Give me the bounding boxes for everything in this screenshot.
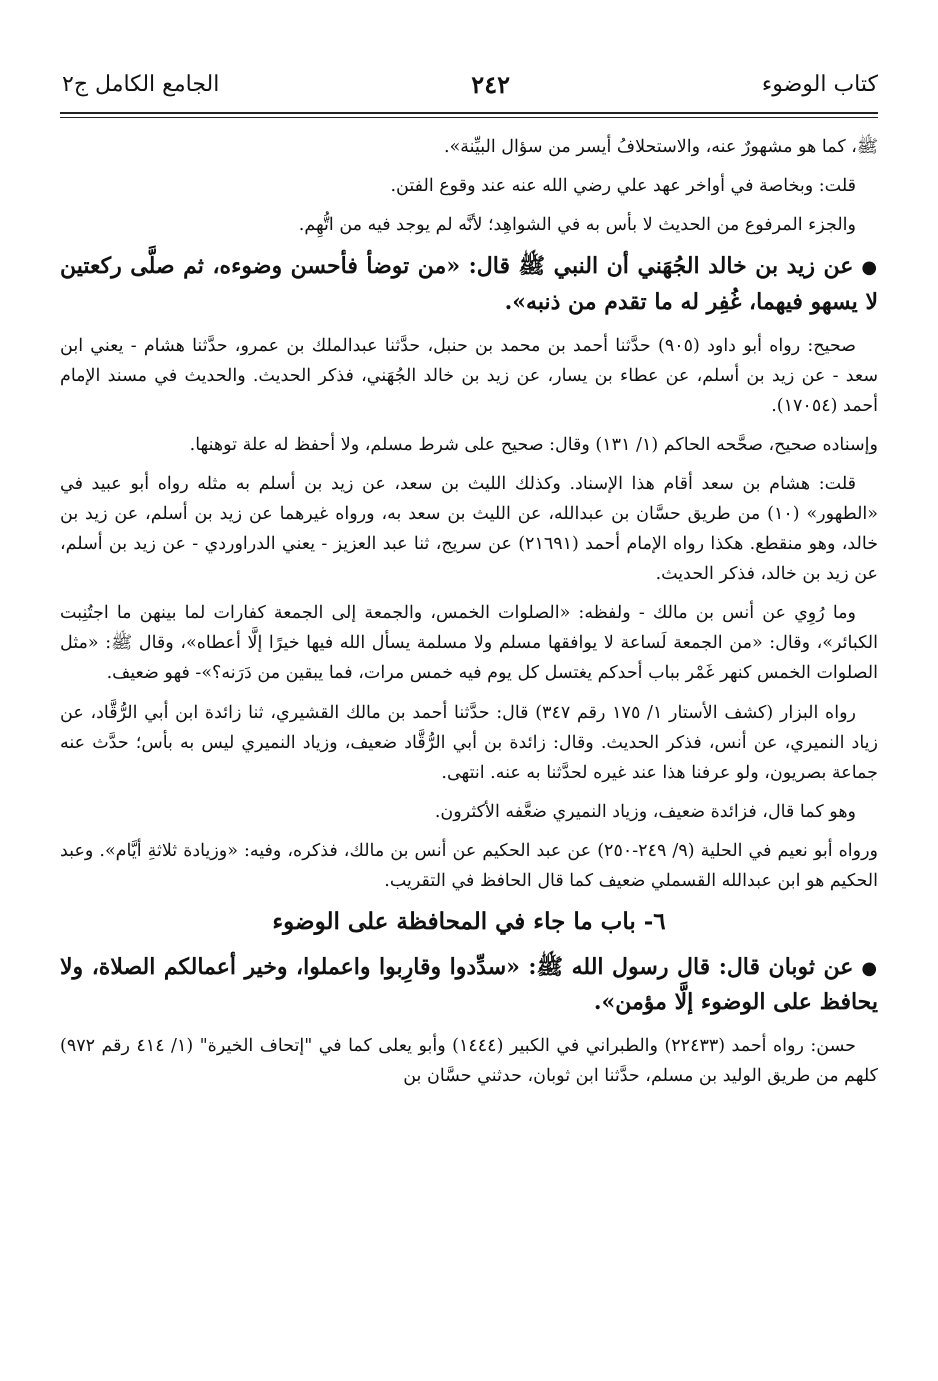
text-paragraph: قلت: وبخاصة في أواخر عهد علي رضي الله عنه عند وقوع الفتن. — [390, 176, 856, 197]
hadith-text — [60, 950, 878, 1021]
book-chapter-title: كتاب الوضوء — [761, 71, 878, 97]
text-paragraph: ﷺ، كما هو مشهورٌ عنه، والاستحلافُ أيسر من سؤال البيِّنة». — [444, 137, 878, 157]
text-paragraph: وهو كما قال، فزائدة ضعيف، وزياد النميري ضعَّفه الأكثرون. — [434, 801, 856, 822]
text-paragraph: ورواه أبو نعيم في الحلية (٩/ ٢٤٩-٢٥٠) عن عبد الحكيم عن أنس بن مالك، فذكره، وفيه: «وزيادة ثلاثةِ أيَّام». وعبد الحكيم هو ابن عبدالله القسملي ضعيف كما قال الحافظ في التقريب. — [60, 840, 879, 892]
book-volume-title: الجامع الكامل ج٢ — [62, 71, 220, 97]
hadith-text — [60, 249, 878, 320]
text-paragraph: وإسناده صحيح، صحَّحه الحاكم (١/ ١٣١) وقال: صحيح على شرط مسلم، ولا أحفظ له علة توهنها. — [189, 434, 878, 455]
text-paragraph: صحيح: رواه أبو داود (٩٠٥) حدَّثنا أحمد بن محمد بن حنبل، حدَّثنا عبدالملك بن عمرو، حدَّثنا هشام - يعني ابن سعد - عن زيد بن أسلم، عن عطاء بن يسار، عن زيد بن خالد الجُهَني، فذكر الحديث. والحديث في مسند الإمام أحمد (١٧٠٥٤). — [60, 335, 879, 416]
bullet-icon: ● — [861, 257, 878, 279]
header-rule-thin — [60, 117, 878, 118]
running-header — [62, 62, 878, 106]
page-number: ٢٤٢ — [471, 69, 510, 99]
page-body — [60, 132, 878, 1100]
header-rule-thick — [60, 112, 878, 114]
text-paragraph: حسن: رواه أحمد (٢٢٤٣٣) والطبراني في الكبير (١٤٤٤) وأبو يعلى كما في "إتحاف الخيرة" (١/ ٤١٤ رقم ٩٧٢) كلهم من طريق الوليد بن مسلم، حدَّثنا ابن ثوبان، حدثني حسَّان بن — [60, 1035, 878, 1086]
text-paragraph: رواه البزار (كشف الأستار ١/ ١٧٥ رقم ٣٤٧) قال: حدَّثنا أحمد بن مالك القشيري، ثنا زائدة ابن أبي الرُّقَّاد، عن زياد النميري، عن أنس، فذكر الحديث. وقال: زائدة بن أبي الرُّقَّاد ضعيف، وزياد النميري ليس به بأس؛ حدَّث عنه جماعة بصريون، ولو عرفنا هذا عند غيره لحدَّثنا به عنه. انتهى. — [60, 702, 878, 783]
text-paragraph: والجزء المرفوع من الحديث لا بأس به في الشواهِد؛ لأنَّه لم يوجد فيه من اتُّهِم. — [298, 215, 856, 236]
text-paragraph: وما رُوِي عن أنس بن مالك - ولفظه: «الصلوات الخمس، والجمعة إلى الجمعة كفارات لما بينهن ما اجتُنِبت الكبائر»، وقال: «من الجمعة لَساعة لا يوافقها مسلم ولا مسلمة يسأل الله فيها خيرًا إلَّا أعطاه»، وقال ﷺ: «مثل الصلوات الخمس كنهر غَمْر بباب أحدكم يغتسل كل يوم فيه خمس مرات، فما يبقين من دَرَنه؟»- فهو ضعيف. — [60, 603, 878, 684]
chapter-heading: ٦- باب ما جاء في المحافظة على الوضوء — [272, 908, 666, 936]
hadith-text-body: عن زيد بن خالد الجُهَني أن النبي ﷺ قال: «من توضأ فأحسن وضوءه، ثم صلَّى ركعتين لا يسهو فيهما، غُفِر له ما تقدم من ذنبه». — [60, 253, 878, 315]
hadith-text-body: عن ثوبان قال: قال رسول الله ﷺ: «سدِّدوا وقارِبوا واعملوا، وخير أعمالكم الصلاة، ولا يحافظ على الوضوء إلَّا مؤمن». — [60, 953, 878, 1016]
bullet-icon: ● — [861, 957, 878, 979]
text-paragraph: قلت: هشام بن سعد أقام هذا الإسناد. وكذلك الليث بن سعد، عن زيد بن أسلم به مثله رواه أبو عبيد في «الطهور» (١٠) من طريق حسَّان بن عبدالله، عن الليث بن سعد به، ورواه غيرهما عن زيد بن أسلم، عن زيد بن خالد، وهو منقطع. هكذا رواه الإمام أحمد (٢١٦٩١) عن سريج، ثنا عبد العزيز - يعني الدراوردي - عن زيد بن أسلم، عن زيد بن خالد، فذكر الحديث. — [60, 473, 879, 585]
